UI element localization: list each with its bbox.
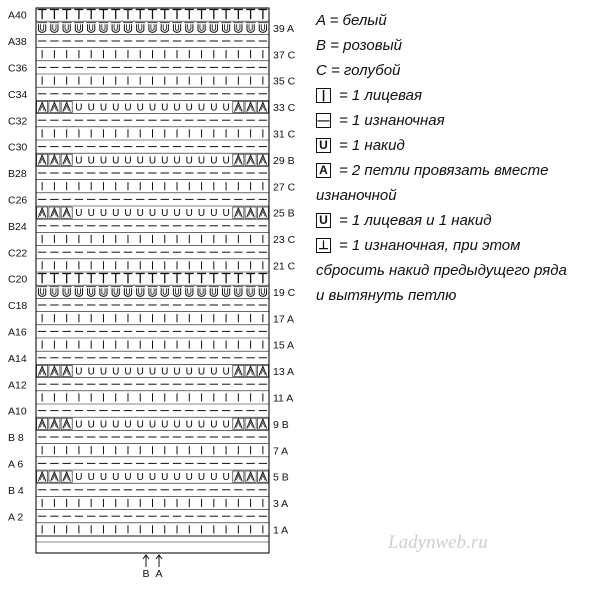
yarn-over-stitch: [161, 288, 168, 296]
knit-stitch: U: [222, 155, 230, 167]
yarn-over-stitch: [114, 288, 117, 294]
row-label: A12: [8, 379, 27, 392]
chart-row: [8, 404, 269, 418]
knit-stitch: U: [136, 472, 144, 484]
knit-stitch: U: [222, 419, 230, 431]
yarn-over-stitch: [210, 24, 217, 32]
knit-stitch: U: [112, 102, 120, 114]
chart-row: [36, 417, 289, 431]
row-label: C34: [8, 88, 28, 101]
knit-stitch: U: [197, 419, 206, 431]
row-label: B24: [8, 220, 27, 233]
knit-stitch: U: [87, 102, 95, 114]
yarn-over-stitch: [210, 288, 217, 296]
chart-row: [36, 364, 294, 378]
yarn-over-stitch: [137, 288, 144, 296]
yarn-over-stitch: [151, 24, 154, 30]
yarn-over-stitch: [53, 24, 56, 30]
knit-stitch: U: [75, 155, 83, 167]
legend-text-continued: и вытянуть петлю: [316, 287, 457, 304]
chart-row: [8, 246, 269, 260]
purl-two-together-symbol-icon: A: [316, 163, 331, 178]
yarn-over-stitch: [186, 288, 193, 296]
row-label: A16: [8, 326, 27, 339]
row-label: C30: [8, 141, 28, 154]
row-label: A 2: [8, 511, 24, 524]
start-arrow: [142, 555, 149, 580]
knit-stitch: U: [112, 419, 120, 431]
knit-stitch: U: [136, 102, 144, 114]
row-label: B28: [8, 168, 27, 181]
yarn-over-stitch: [224, 24, 227, 30]
row-label: 31 C: [273, 128, 296, 141]
knit-stitch: U: [148, 366, 157, 378]
yarn-over-stitch: [112, 24, 119, 32]
knit-stitch: U: [75, 208, 83, 220]
row-label: A40: [8, 9, 27, 22]
knit-stitch: U: [136, 366, 144, 378]
row-label: 27 C: [273, 181, 296, 194]
knit-stitch: U: [161, 208, 169, 220]
legend-color-c: C = голубой: [316, 62, 401, 79]
chart-row: [8, 272, 269, 286]
yarn-over-stitch: [259, 24, 266, 32]
chart-row: [36, 127, 296, 141]
knit-and-yarn-over-symbol-icon: U: [316, 213, 331, 228]
chart-row: [36, 206, 295, 220]
chart-row: [8, 325, 269, 339]
row-label: 21 C: [273, 260, 296, 273]
legend-symbol: [316, 158, 600, 183]
legend-color-a: A = белый: [316, 12, 387, 29]
yarn-over-stitch: [237, 288, 240, 294]
yarn-over-stitch: [224, 288, 227, 294]
yarn-over-stitch: [139, 288, 142, 294]
yarn-over-stitch: [259, 288, 266, 296]
knit-stitch: U: [222, 366, 230, 378]
yarn-over-stitch: [63, 24, 70, 32]
knit-stitch: U: [124, 102, 132, 114]
row-label: 7 A: [273, 445, 289, 458]
legend-text: = 1 накид: [339, 137, 405, 154]
row-label: C20: [8, 273, 28, 286]
knit-stitch: U: [173, 419, 181, 431]
knit-stitch: U: [87, 155, 95, 167]
chart-row: [36, 100, 296, 114]
knit-stitch: U: [87, 366, 95, 378]
row-label: 23 C: [273, 234, 296, 247]
chart-row: [36, 312, 294, 326]
knit-stitch: U: [99, 472, 108, 484]
knit-stitch: U: [185, 208, 193, 220]
start-arrow: [155, 555, 162, 580]
yarn-over-stitch: [137, 24, 144, 32]
chart-row: [8, 34, 269, 48]
knit-stitch: U: [148, 419, 157, 431]
knit-stitch: U: [185, 366, 193, 378]
yarn-over-stitch: [77, 24, 80, 30]
yarn-over-stitch: [126, 288, 129, 294]
legend-text-continued: сбросить накид предыдущего ряда: [316, 262, 567, 279]
row-label: 5 B: [273, 471, 289, 484]
knit-stitch: U: [75, 472, 83, 484]
chart-row: [8, 166, 269, 180]
yarn-over-stitch: [222, 288, 229, 296]
knit-stitch: U: [112, 472, 120, 484]
legend-text: = 1 изнаночная, при этом: [339, 237, 521, 254]
chart-row: [36, 259, 296, 273]
legend-symbol: [316, 83, 600, 108]
yarn-over-stitch: [175, 288, 178, 294]
knit-stitch: U: [99, 102, 108, 114]
yarn-over-stitch: [39, 24, 46, 32]
row-label: 33 C: [273, 102, 296, 115]
knit-stitch: U: [148, 155, 157, 167]
chart-row: [36, 48, 296, 62]
yarn-over-stitch: [261, 288, 264, 294]
knit-stitch: U: [75, 366, 83, 378]
chart-row: [36, 153, 295, 167]
knit-stitch: U: [197, 472, 206, 484]
chart-row: [8, 378, 269, 392]
row-label: 11 A: [273, 392, 294, 405]
chart-row: [8, 114, 269, 128]
yarn-over-stitch: [88, 24, 95, 32]
row-label: 37 C: [273, 49, 296, 62]
chart-row: [8, 140, 269, 154]
knit-stitch: U: [197, 208, 206, 220]
knit-stitch: U: [161, 102, 169, 114]
yarn-over-stitch: [53, 288, 56, 294]
knit-stitch: U: [210, 472, 218, 484]
chart-row: [36, 391, 293, 405]
yarn-over-stitch: [102, 288, 105, 294]
yarn-over-stitch: [90, 24, 93, 30]
knit-stitch: U: [197, 366, 206, 378]
legend-text-continued: изнаночной: [316, 187, 397, 204]
yarn-over-stitch: [77, 288, 80, 294]
knit-stitch: U: [222, 472, 230, 484]
watermark: Ladynweb.ru: [388, 532, 488, 553]
row-label: B 8: [8, 432, 24, 445]
yarn-over-stitch: [163, 288, 166, 294]
chart-row: [36, 496, 288, 510]
knit-stitch: U: [148, 208, 157, 220]
knit-stitch: U: [87, 472, 95, 484]
yarn-over-stitch: [65, 288, 68, 294]
purl-symbol-icon: —: [317, 113, 330, 127]
chart-row: [8, 219, 269, 233]
row-label: 29 B: [273, 154, 295, 167]
knit-stitch: U: [75, 102, 83, 114]
yarn-over-stitch: [90, 288, 93, 294]
yarn-over-stitch: [112, 288, 119, 296]
knit-stitch: U: [99, 366, 108, 378]
chart-row: [36, 285, 296, 299]
row-label: 35 C: [273, 75, 296, 88]
row-label: 13 A: [273, 366, 295, 379]
knit-stitch: U: [222, 102, 230, 114]
chart-row: [36, 444, 288, 458]
chart-row: [8, 8, 269, 22]
yarn-over-stitch: [247, 288, 254, 296]
yarn-over-stitch: [65, 24, 68, 30]
knit-stitch: U: [124, 366, 132, 378]
yarn-over-stitch: [139, 24, 142, 30]
row-label: C32: [8, 115, 28, 128]
yarn-over-stitch: [75, 288, 82, 296]
knit-stitch: U: [210, 419, 218, 431]
knit-stitch: U: [148, 472, 157, 484]
legend-color-b: B = розовый: [316, 37, 402, 54]
knit-stitch: U: [173, 102, 181, 114]
knit-stitch: U: [173, 208, 181, 220]
knit-stitch: U: [148, 102, 157, 114]
knit-stitch: U: [185, 102, 193, 114]
yarn-over-stitch: [173, 24, 180, 32]
row-label: 17 A: [273, 313, 295, 326]
chart-row: [36, 470, 289, 484]
knit-stitch: U: [87, 419, 95, 431]
knit-stitch: U: [185, 472, 193, 484]
row-label: A38: [8, 36, 27, 49]
knit-stitch: U: [124, 419, 132, 431]
legend-text: = 1 изнаночная: [339, 112, 445, 129]
row-label: 9 B: [273, 418, 289, 431]
yarn-over-stitch: [247, 24, 254, 32]
chart-row: [8, 193, 269, 207]
yarn-over-stitch: [198, 288, 205, 296]
knit-stitch: U: [222, 208, 230, 220]
row-label: A 6: [8, 458, 24, 471]
yarn-over-stitch: [88, 288, 95, 296]
yarn-over-stitch: [75, 24, 82, 32]
yarn-over-stitch: [212, 24, 215, 30]
chart-row: [8, 351, 269, 365]
yarn-over-stitch: [249, 24, 252, 30]
knit-stitch: U: [210, 366, 218, 378]
yarn-over-stitch: [41, 288, 44, 294]
row-label: 3 A: [273, 498, 289, 511]
yarn-over-stitch: [100, 24, 107, 32]
chart-row: [8, 510, 269, 524]
yarn-over-stitch: [102, 24, 105, 30]
knit-stitch: U: [136, 155, 144, 167]
yarn-over-stitch: [237, 24, 240, 30]
knit-stitch: U: [161, 419, 169, 431]
knit-stitch: U: [185, 419, 193, 431]
row-label: 1 A: [273, 524, 289, 537]
chart-row: [8, 457, 269, 471]
chart-row: [8, 298, 269, 312]
chart-row: [8, 61, 269, 75]
yarn-over-stitch: [63, 288, 70, 296]
knit-stitch: U: [112, 366, 120, 378]
yarn-over-symbol-icon: U: [316, 138, 331, 153]
legend-symbol: [316, 233, 600, 258]
legend-symbol: [316, 133, 600, 158]
yarn-over-stitch: [235, 24, 242, 32]
yarn-over-stitch: [173, 288, 180, 296]
yarn-over-stitch: [39, 288, 46, 296]
yarn-over-stitch: [151, 288, 154, 294]
chart-row: [8, 430, 269, 444]
purl-drop-yarn-over-symbol-icon: ⊥: [316, 238, 331, 253]
yarn-over-stitch: [51, 24, 58, 32]
knit-stitch: U: [197, 102, 206, 114]
arrow-label: A: [155, 568, 163, 580]
arrow-label: B: [142, 568, 150, 580]
row-label: C26: [8, 194, 28, 207]
yarn-over-stitch: [235, 288, 242, 296]
knit-stitch: U: [136, 208, 144, 220]
knit-stitch: U: [124, 472, 132, 484]
yarn-over-stitch: [100, 288, 107, 296]
knit-stitch: U: [197, 155, 206, 167]
yarn-over-stitch: [126, 24, 129, 30]
yarn-over-stitch: [41, 24, 44, 30]
yarn-over-stitch: [188, 24, 191, 30]
yarn-over-stitch: [114, 24, 117, 30]
knit-stitch: U: [210, 155, 218, 167]
row-label: A10: [8, 405, 27, 418]
row-label: 25 B: [273, 207, 295, 220]
yarn-over-stitch: [261, 24, 264, 30]
row-label: C36: [8, 62, 28, 75]
yarn-over-stitch: [149, 288, 156, 296]
knit-stitch: U: [112, 208, 120, 220]
yarn-over-stitch: [188, 288, 191, 294]
chart-row: [36, 338, 294, 352]
row-label: A14: [8, 352, 27, 365]
legend-symbol: [316, 208, 600, 233]
knit-stitch: U: [136, 419, 144, 431]
knit-stitch: U: [75, 419, 83, 431]
row-label: C18: [8, 300, 28, 313]
knit-stitch: U: [173, 155, 181, 167]
yarn-over-stitch: [198, 24, 205, 32]
legend-symbol: [316, 108, 600, 133]
yarn-over-stitch: [51, 288, 58, 296]
chart-row: [8, 483, 269, 497]
knit-stitch: U: [99, 419, 108, 431]
chart-row: [36, 232, 296, 246]
yarn-over-stitch: [200, 24, 203, 30]
yarn-over-stitch: [200, 288, 203, 294]
knit-stitch: U: [99, 208, 108, 220]
yarn-over-stitch: [249, 288, 252, 294]
row-label: 19 C: [273, 286, 296, 299]
knit-stitch: U: [124, 208, 132, 220]
knit-stitch: U: [112, 155, 120, 167]
knit-stitch: U: [210, 208, 218, 220]
knit-stitch: U: [185, 155, 193, 167]
knit-stitch: U: [161, 155, 169, 167]
yarn-over-stitch: [149, 24, 156, 32]
knit-stitch: U: [173, 366, 181, 378]
row-label: B 4: [8, 484, 24, 497]
row-label: C22: [8, 247, 28, 260]
yarn-over-stitch: [222, 24, 229, 32]
yarn-over-stitch: [124, 288, 131, 296]
chart-row: [8, 87, 269, 101]
legend-text: = 1 лицевая и 1 накид: [339, 212, 492, 229]
yarn-over-stitch: [186, 24, 193, 32]
legend-text: = 2 петли провязать вместе: [339, 162, 549, 179]
knit-stitch: U: [124, 155, 132, 167]
row-label: 39 A: [273, 22, 295, 35]
chart-row: [36, 74, 296, 88]
knit-stitch: U: [161, 472, 169, 484]
row-label: 15 A: [273, 339, 295, 352]
chart-row: [36, 523, 288, 537]
chart-row: [36, 180, 296, 194]
yarn-over-stitch: [212, 288, 215, 294]
knit-symbol-icon: |: [316, 88, 331, 103]
knit-stitch: U: [87, 208, 95, 220]
yarn-over-stitch: [163, 24, 166, 30]
knit-stitch: U: [210, 102, 218, 114]
yarn-over-stitch: [161, 24, 168, 32]
legend-text: = 1 лицевая: [339, 87, 423, 104]
knit-stitch: U: [99, 155, 108, 167]
chart-row: [36, 21, 294, 35]
legend: [316, 8, 600, 308]
yarn-over-stitch: [175, 24, 178, 30]
knit-stitch: U: [173, 472, 181, 484]
yarn-over-stitch: [124, 24, 131, 32]
knit-stitch: U: [161, 366, 169, 378]
